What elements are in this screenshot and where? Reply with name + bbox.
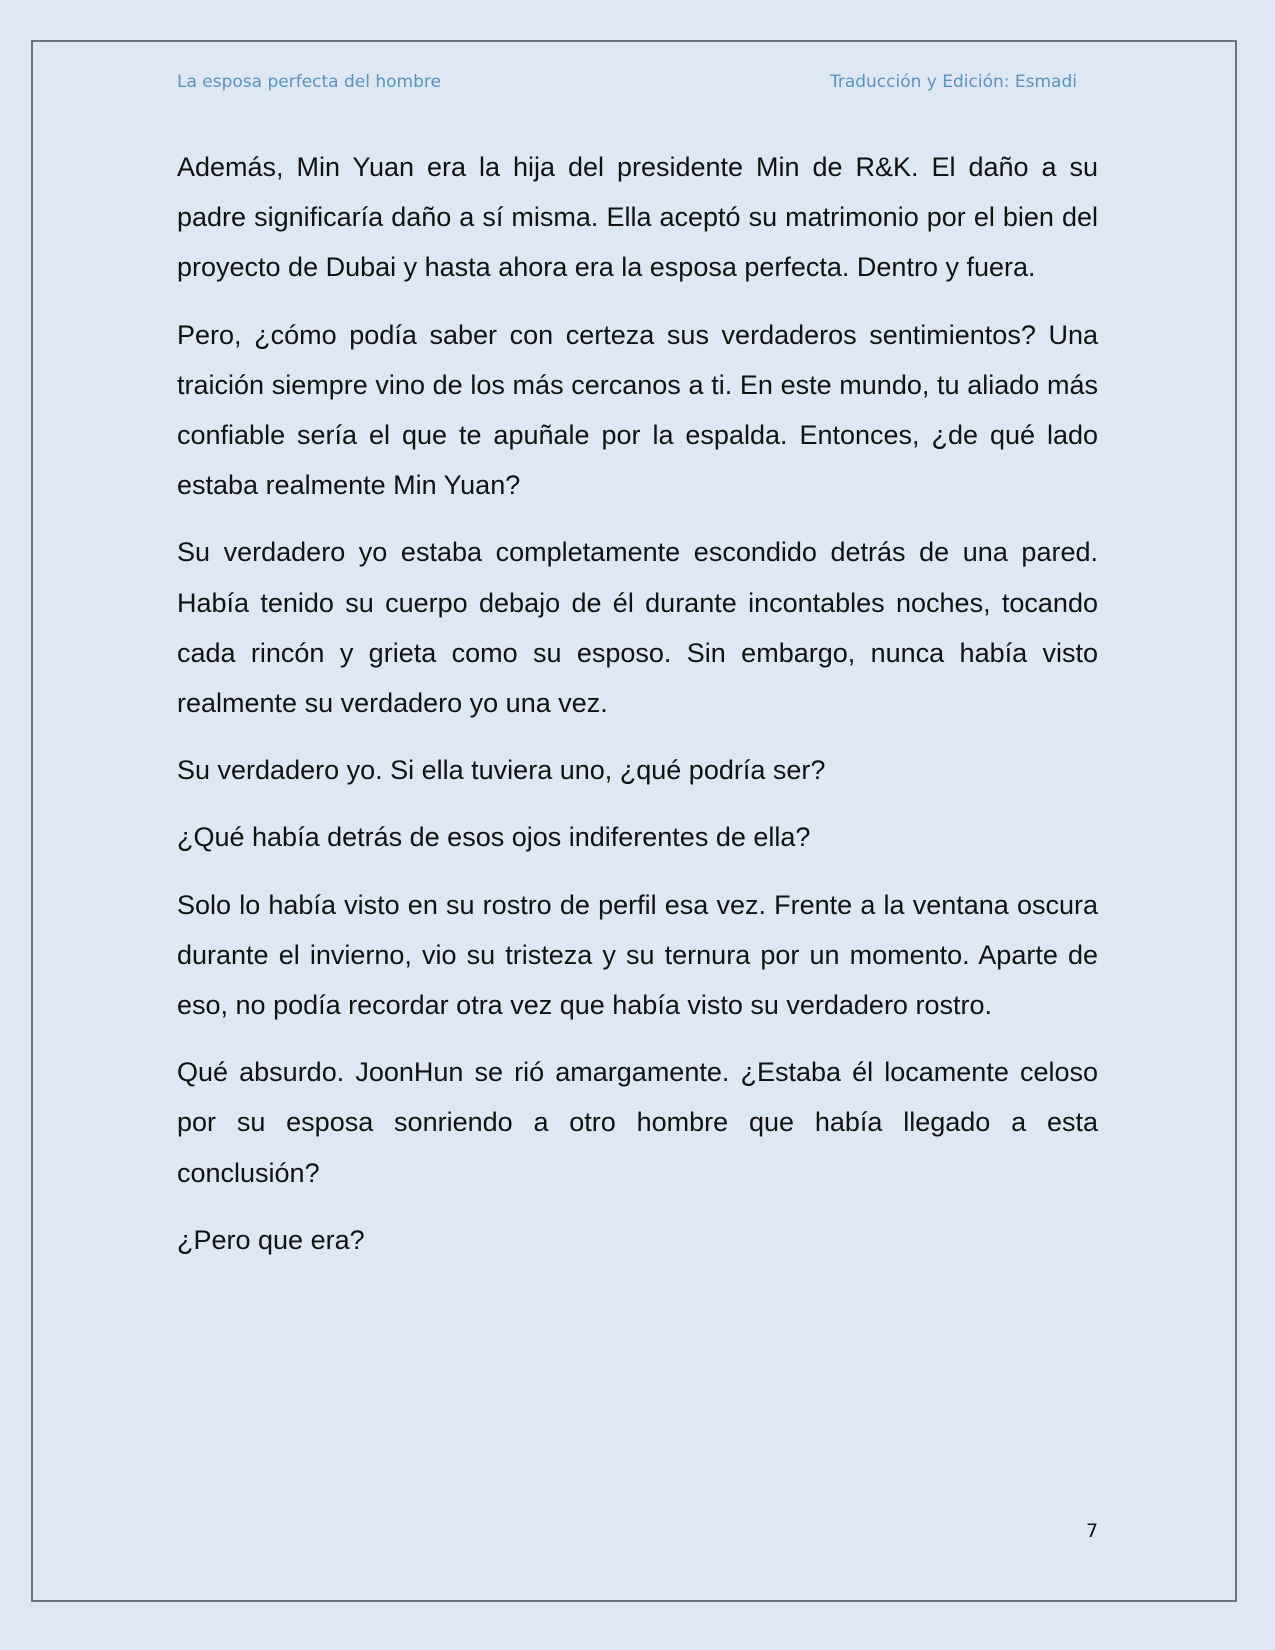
paragraph: Pero, ¿cómo podía saber con certeza sus verdaderos sentimientos? Una traición siempre vino de los más cercanos a ti. En este mundo, tu aliado más confiable sería el que te apuñale por la espalda. Entonces, ¿de qué lado estaba realmente Min Yuan? bbox=[177, 319, 1098, 501]
paragraph: Además, Min Yuan era la hija del presidente Min de R&K. El daño a su padre significaría daño a sí misma. Ella aceptó su matrimonio por el bien del proyecto de Dubai y hasta ahora era la esposa perfecta. Dentro y fuera. bbox=[177, 152, 1098, 283]
running-header bbox=[177, 72, 1077, 100]
book-title-header: La esposa perfecta del hombre bbox=[177, 72, 441, 92]
paragraph: Su verdadero yo estaba completamente escondido detrás de una pared. Había tenido su cuerpo debajo de él durante incontables noches, tocando cada rincón y grieta como su esposo. Sin embargo, nunca había visto realmente su verdadero yo una vez. bbox=[177, 537, 1098, 719]
paragraph: Qué absurdo. JoonHun se rió amargamente. ¿Estaba él locamente celoso por su esposa sonriendo a otro hombre que había llegado a esta conclusión? bbox=[177, 1057, 1098, 1188]
translator-credit-header: Traducción y Edición: Esmadi bbox=[829, 72, 1077, 92]
paragraph: Solo lo había visto en su rostro de perfil esa vez. Frente a la ventana oscura durante el invierno, vio su tristeza y su ternura por un momento. Aparte de eso, no podía recordar otra vez que había visto su verdadero rostro. bbox=[177, 889, 1098, 1021]
paragraph: ¿Qué había detrás de esos ojos indiferentes de ella? bbox=[177, 822, 811, 853]
paragraph: ¿Pero que era? bbox=[177, 1224, 365, 1255]
paragraph: Su verdadero yo. Si ella tuviera uno, ¿qué podría ser? bbox=[177, 755, 826, 786]
page-number: 7 bbox=[1086, 1520, 1099, 1542]
body-text bbox=[177, 142, 1098, 1282]
